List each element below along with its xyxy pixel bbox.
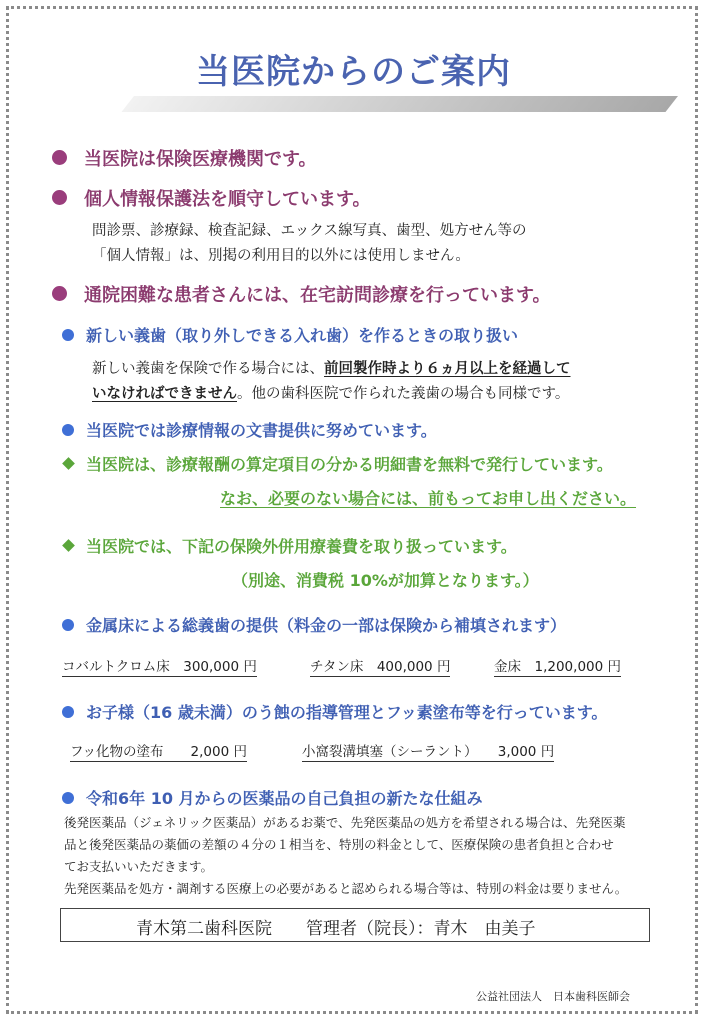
generic-heading: 令和6年 10 月からの医薬品の自己負担の新たな仕組み: [86, 789, 483, 808]
denture-text-part: 新しい義歯を保険で作る場合には、: [92, 361, 324, 377]
tax-note: （別途、消費税 10%が加算となります。）: [232, 571, 539, 590]
privacy-heading: 個人情報保護法を順守しています。: [84, 189, 371, 210]
price-sealant: 小窩裂溝填塞（シーラント） 3,000 円: [302, 740, 554, 762]
kids-heading: お子様（16 歳未満）のう蝕の指導管理とフッ素塗布等を行っています。: [86, 703, 608, 722]
denture-heading: 新しい義歯（取り外しできる入れ歯）を作るときの取り扱い: [86, 326, 519, 345]
bullet-icon: [52, 190, 67, 205]
price-fluoride: フッ化物の塗布 2,000 円: [70, 740, 247, 762]
title-underline-bar: [121, 96, 678, 112]
generic-text-line: てお支払いいただきます。: [64, 859, 214, 874]
insurance-notice: 当医院は保険医療機関です。: [84, 149, 317, 170]
generic-text-line: 後発医薬品（ジェネリック医薬品）があるお薬で、先発医薬品の処方を希望される場合は、先発医薬: [64, 815, 626, 830]
generic-text-line: 先発医薬品を処方・調剤する医療上の必要があると認められる場合等は、特別の料金は要りません。: [64, 881, 628, 896]
denture-text-part: 。他の歯科医院で作られた義歯の場合も同様です。: [237, 386, 570, 402]
bullet-icon: [62, 792, 74, 804]
generic-text-line: 品と後発医薬品の薬価の差額の４分の１相当を、特別の料金として、医療保険の患者負担と合わせ: [64, 837, 614, 852]
receipt-notice: 当医院は、診療報酬の算定項目の分かる明細書を無料で発行しています。: [86, 455, 613, 474]
bullet-icon: [62, 706, 74, 718]
metal-denture-heading: 金属床による総義歯の提供（料金の一部は保険から補填されます）: [86, 616, 567, 635]
denture-emphasis: 前回製作時より６ヵ月以上を経過して: [324, 361, 571, 377]
bullet-icon: [52, 150, 67, 165]
document-notice: 当医院では診療情報の文書提供に努めています。: [86, 421, 437, 440]
bullet-icon: [52, 286, 67, 301]
privacy-text-line: 「個人情報」は、別掲の利用目的以外には使用しません。: [92, 248, 470, 264]
home-visit-notice: 通院困難な患者さんには、在宅訪問診療を行っています。: [84, 285, 551, 306]
selective-notice: 当医院では、下記の保険外併用療養費を取り扱っています。: [86, 537, 517, 556]
clinic-name: 青木第二歯科医院 管理者（院長）：青木 由美子: [136, 919, 536, 939]
bullet-icon: [62, 424, 74, 436]
privacy-text-line: 問診票、診療録、検査記録、エックス線写真、歯型、処方せん等の: [92, 223, 527, 239]
receipt-note: なお、必要のない場合には、前もってお申し出ください。: [220, 489, 637, 508]
price-titanium: チタン床 400,000 円: [310, 655, 450, 677]
bullet-icon: [62, 619, 74, 631]
association-name: 公益社団法人 日本歯科医師会: [476, 990, 630, 1003]
page-title: 当医院からのご案内: [196, 52, 511, 92]
price-gold: 金床 1,200,000 円: [494, 655, 621, 677]
price-cobalt: コバルトクロム床 300,000 円: [62, 655, 257, 677]
denture-text-line: [92, 382, 569, 403]
bullet-icon: [62, 329, 74, 341]
denture-emphasis: いなければできません: [92, 386, 237, 402]
denture-text-line: [92, 357, 571, 378]
